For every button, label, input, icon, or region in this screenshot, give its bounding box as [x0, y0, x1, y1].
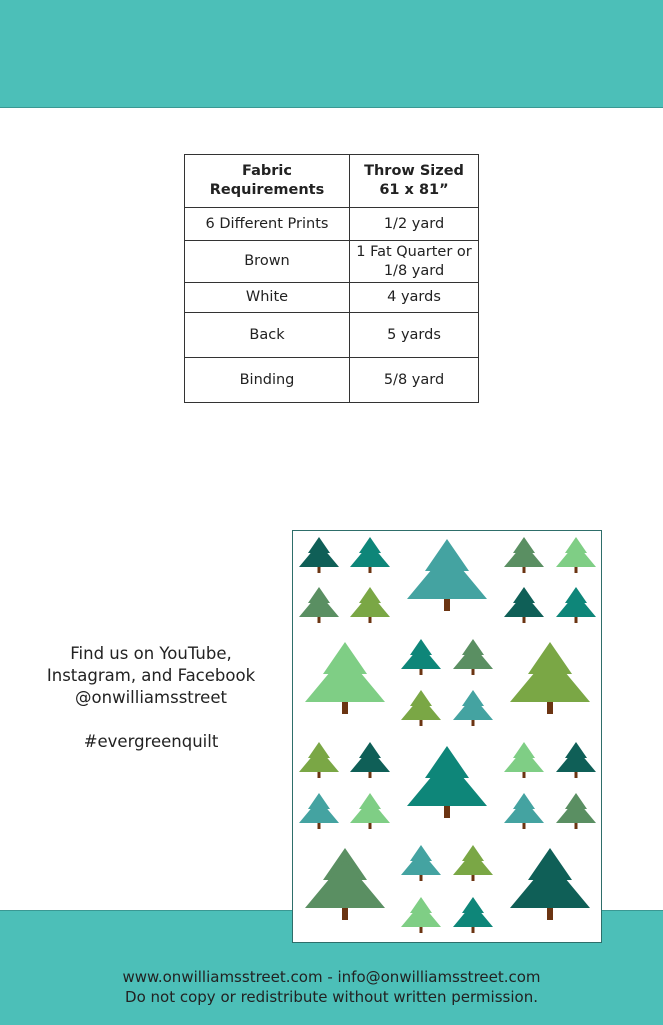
- tree-icon: [299, 537, 339, 573]
- tree-icon: [453, 845, 493, 881]
- header-fabric-requirements: Fabric Requirements: [185, 155, 350, 208]
- hashtag: #evergreenquilt: [83, 732, 219, 751]
- tree-icon: [453, 690, 493, 726]
- table-row: [185, 283, 479, 313]
- tree-icon: [299, 793, 339, 829]
- tree-icon: [350, 537, 390, 573]
- social-line-2: Instagram, and Facebook: [46, 666, 256, 685]
- tree-icon: [510, 848, 590, 920]
- table-row: [185, 241, 479, 283]
- table-row: [185, 313, 479, 358]
- fabric-cell: Back: [185, 313, 350, 358]
- fabric-cell: Brown: [185, 241, 350, 283]
- table-row: [185, 208, 479, 241]
- tree-icon: [556, 537, 596, 573]
- tree-icon: [504, 742, 544, 778]
- tree-icon: [401, 845, 441, 881]
- tree-icon: [299, 587, 339, 623]
- footer: [0, 967, 663, 1007]
- tree-icon: [407, 539, 487, 611]
- tree-icon: [401, 639, 441, 675]
- table-row: [185, 358, 479, 403]
- quilt-image: [292, 530, 602, 943]
- tree-icon: [401, 690, 441, 726]
- social-handle: @onwilliamsstreet: [75, 688, 227, 707]
- tree-icon: [510, 642, 590, 714]
- footer-notice: Do not copy or redistribute without written permission.: [125, 988, 538, 1006]
- fabric-cell: 6 Different Prints: [185, 208, 350, 241]
- fabric-requirements-table: [184, 154, 479, 403]
- tree-icon: [350, 793, 390, 829]
- tree-icon: [556, 793, 596, 829]
- top-color-band: [0, 0, 663, 108]
- tree-icon: [504, 537, 544, 573]
- footer-contact: www.onwilliamsstreet.com - info@onwilliamsstreet.com: [122, 968, 541, 986]
- tree-icon: [401, 897, 441, 933]
- amount-cell: 1/2 yard: [350, 208, 479, 241]
- tree-icon: [305, 642, 385, 714]
- amount-cell: 1 Fat Quarter or 1/8 yard: [350, 241, 479, 283]
- tree-icon: [504, 587, 544, 623]
- tree-icon: [407, 746, 487, 818]
- tree-icon: [350, 587, 390, 623]
- header-throw-size: Throw Sized 61 x 81”: [350, 155, 479, 208]
- tree-icon: [350, 742, 390, 778]
- tree-icon: [556, 587, 596, 623]
- fabric-cell: White: [185, 283, 350, 313]
- tree-icon: [556, 742, 596, 778]
- amount-cell: 5 yards: [350, 313, 479, 358]
- tree-icon: [504, 793, 544, 829]
- table-header-row: [185, 155, 479, 208]
- social-info: [20, 643, 282, 753]
- amount-cell: 5/8 yard: [350, 358, 479, 403]
- amount-cell: 4 yards: [350, 283, 479, 313]
- tree-icon: [305, 848, 385, 920]
- tree-icon: [299, 742, 339, 778]
- tree-icon: [453, 639, 493, 675]
- tree-icon: [453, 897, 493, 933]
- social-line-1: Find us on YouTube,: [70, 644, 232, 663]
- fabric-cell: Binding: [185, 358, 350, 403]
- quilt-illustration: [293, 531, 601, 942]
